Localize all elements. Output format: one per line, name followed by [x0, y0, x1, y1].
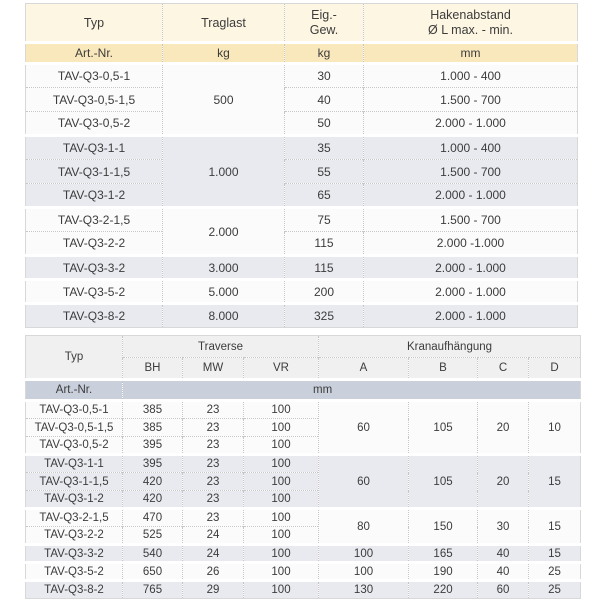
cell-eigengewicht: 40 — [285, 88, 364, 112]
spec-row — [26, 304, 578, 328]
cell-eigengewicht: 325 — [285, 304, 364, 328]
cell-d: 25 — [529, 563, 581, 581]
cell-d: 25 — [529, 581, 581, 599]
dim-row — [26, 581, 581, 599]
header-hakenabstand-line1: Hakenabstand — [430, 7, 511, 22]
cell-hakenabstand: 2.000 - 1.000 — [364, 184, 578, 208]
cell-vr: 100 — [244, 509, 319, 527]
header-kranaufhaengung-group: Kranaufhängung — [319, 336, 581, 358]
cell-typ: TAV-Q3-2-2 — [26, 232, 163, 256]
cell-hakenabstand: 2.000 - 1.000 — [364, 112, 578, 136]
cell-typ: TAV-Q3-1-1 — [26, 136, 163, 160]
unit-haken-mm: mm — [364, 43, 578, 64]
cell-typ: TAV-Q3-0,5-1 — [26, 64, 163, 88]
cell-d: 15 — [529, 455, 581, 509]
cell-c: 20 — [478, 401, 529, 455]
cell-hakenabstand: 1.500 - 700 — [364, 88, 578, 112]
cell-typ: TAV-Q3-8-2 — [26, 304, 163, 328]
cell-eigengewicht: 50 — [285, 112, 364, 136]
cell-hakenabstand: 1.000 - 400 — [364, 64, 578, 88]
header-vr: VR — [244, 358, 319, 380]
cell-mw: 24 — [183, 527, 244, 545]
cell-typ: TAV-Q3-5-2 — [26, 563, 123, 581]
header-b: B — [409, 358, 478, 380]
cell-bh: 385 — [123, 401, 183, 419]
cell-hakenabstand: 2.000 - 1.000 — [364, 256, 578, 280]
dimensions-table — [25, 335, 581, 599]
cell-eigengewicht: 55 — [285, 160, 364, 184]
cell-mw: 29 — [183, 581, 244, 599]
cell-vr: 100 — [244, 473, 319, 491]
spec-row — [26, 232, 578, 256]
cell-bh: 385 — [123, 419, 183, 437]
header-bh: BH — [123, 358, 183, 380]
header-eigengewicht-line1: Eig.- — [311, 7, 337, 22]
spec-row — [26, 160, 578, 184]
cell-mw: 23 — [183, 491, 244, 509]
cell-mw: 23 — [183, 401, 244, 419]
cell-eigengewicht: 65 — [285, 184, 364, 208]
header-eigengewicht-line2: Gew. — [309, 22, 339, 37]
cell-mw: 24 — [183, 545, 244, 563]
cell-c: 30 — [478, 509, 529, 545]
cell-mw: 23 — [183, 473, 244, 491]
header-traglast: Traglast — [163, 4, 285, 43]
cell-typ: TAV-Q3-1-1 — [26, 455, 123, 473]
unit-traglast-kg: kg — [163, 43, 285, 64]
cell-typ: TAV-Q3-2-2 — [26, 527, 123, 545]
cell-hakenabstand: 1.500 - 700 — [364, 208, 578, 232]
cell-typ: TAV-Q3-8-2 — [26, 581, 123, 599]
cell-mw: 23 — [183, 419, 244, 437]
cell-traglast: 8.000 — [163, 304, 285, 328]
header-eigengewicht — [285, 4, 364, 43]
cell-typ: TAV-Q3-3-2 — [26, 256, 163, 280]
cell-bh: 540 — [123, 545, 183, 563]
cell-a: 100 — [319, 563, 409, 581]
cell-vr: 100 — [244, 581, 319, 599]
cell-hakenabstand: 2.000 - 1.000 — [364, 304, 578, 328]
header-hakenabstand — [364, 4, 578, 43]
unit-gew-kg: kg — [285, 43, 364, 64]
cell-typ: TAV-Q3-2-1,5 — [26, 509, 123, 527]
cell-bh: 420 — [123, 473, 183, 491]
cell-d: 15 — [529, 545, 581, 563]
cell-b: 165 — [409, 545, 478, 563]
cell-a: 60 — [319, 401, 409, 455]
cell-eigengewicht: 35 — [285, 136, 364, 160]
unit-artnr: Art.-Nr. — [26, 380, 123, 401]
cell-b: 105 — [409, 455, 478, 509]
cell-vr: 100 — [244, 527, 319, 545]
cell-mw: 23 — [183, 437, 244, 455]
load-spec-table — [25, 3, 578, 328]
spec-row — [26, 136, 578, 160]
header-hakenabstand-line2: Ø L max. - min. — [428, 22, 513, 37]
cell-typ: TAV-Q3-5-2 — [26, 280, 163, 304]
spec-units-row — [26, 43, 578, 64]
cell-vr: 100 — [244, 401, 319, 419]
cell-bh: 765 — [123, 581, 183, 599]
cell-hakenabstand: 2.000 -1.000 — [364, 232, 578, 256]
cell-bh: 525 — [123, 527, 183, 545]
cell-d: 15 — [529, 509, 581, 545]
cell-vr: 100 — [244, 545, 319, 563]
spec-row — [26, 112, 578, 136]
cell-bh: 395 — [123, 437, 183, 455]
cell-hakenabstand: 2.000 - 1.000 — [364, 280, 578, 304]
cell-a: 80 — [319, 509, 409, 545]
cell-b: 105 — [409, 401, 478, 455]
cell-typ: TAV-Q3-0,5-1 — [26, 401, 123, 419]
cell-eigengewicht: 115 — [285, 256, 364, 280]
dim-row — [26, 563, 581, 581]
cell-typ: TAV-Q3-1-2 — [26, 184, 163, 208]
cell-bh: 470 — [123, 509, 183, 527]
cell-traglast: 5.000 — [163, 280, 285, 304]
cell-eigengewicht: 115 — [285, 232, 364, 256]
spec-row — [26, 280, 578, 304]
cell-traglast: 2.000 — [163, 208, 285, 256]
spec-row — [26, 208, 578, 232]
cell-c: 60 — [478, 581, 529, 599]
cell-typ: TAV-Q3-1-1,5 — [26, 160, 163, 184]
cell-typ: TAV-Q3-2-1,5 — [26, 208, 163, 232]
cell-d: 10 — [529, 401, 581, 455]
cell-typ: TAV-Q3-0,5-2 — [26, 112, 163, 136]
cell-traglast: 1.000 — [163, 136, 285, 208]
header-traverse-group: Traverse — [123, 336, 319, 358]
cell-eigengewicht: 200 — [285, 280, 364, 304]
cell-b: 220 — [409, 581, 478, 599]
cell-mw: 23 — [183, 509, 244, 527]
cell-typ: TAV-Q3-0,5-2 — [26, 437, 123, 455]
spec-row — [26, 184, 578, 208]
cell-vr: 100 — [244, 455, 319, 473]
unit-artnr: Art.-Nr. — [26, 43, 163, 64]
cell-a: 60 — [319, 455, 409, 509]
cell-traglast: 500 — [163, 64, 285, 136]
header-typ: Typ — [26, 4, 163, 43]
dim-row — [26, 509, 581, 527]
dim-row — [26, 401, 581, 419]
cell-bh: 650 — [123, 563, 183, 581]
cell-b: 150 — [409, 509, 478, 545]
cell-c: 20 — [478, 455, 529, 509]
cell-hakenabstand: 1.500 - 700 — [364, 160, 578, 184]
dim-header-group-row — [26, 336, 581, 358]
cell-typ: TAV-Q3-0,5-1,5 — [26, 88, 163, 112]
cell-mw: 26 — [183, 563, 244, 581]
dim-row — [26, 545, 581, 563]
cell-typ: TAV-Q3-1-2 — [26, 491, 123, 509]
cell-bh: 395 — [123, 455, 183, 473]
cell-typ: TAV-Q3-1-1,5 — [26, 473, 123, 491]
header-d: D — [529, 358, 581, 380]
cell-c: 40 — [478, 563, 529, 581]
cell-bh: 420 — [123, 491, 183, 509]
cell-eigengewicht: 30 — [285, 64, 364, 88]
cell-vr: 100 — [244, 491, 319, 509]
cell-c: 40 — [478, 545, 529, 563]
spec-row — [26, 64, 578, 88]
cell-vr: 100 — [244, 563, 319, 581]
unit-mm: mm — [123, 380, 581, 401]
cell-vr: 100 — [244, 419, 319, 437]
cell-hakenabstand: 1.000 - 400 — [364, 136, 578, 160]
spec-row — [26, 88, 578, 112]
cell-b: 190 — [409, 563, 478, 581]
cell-a: 130 — [319, 581, 409, 599]
cell-a: 100 — [319, 545, 409, 563]
header-mw: MW — [183, 358, 244, 380]
header-typ: Typ — [26, 336, 123, 380]
cell-typ: TAV-Q3-0,5-1,5 — [26, 419, 123, 437]
cell-mw: 23 — [183, 455, 244, 473]
dim-units-row — [26, 380, 581, 401]
dim-row — [26, 455, 581, 473]
cell-eigengewicht: 75 — [285, 208, 364, 232]
header-c: C — [478, 358, 529, 380]
spec-header-row — [26, 4, 578, 43]
cell-typ: TAV-Q3-3-2 — [26, 545, 123, 563]
cell-vr: 100 — [244, 437, 319, 455]
cell-traglast: 3.000 — [163, 256, 285, 280]
header-a: A — [319, 358, 409, 380]
spec-row — [26, 256, 578, 280]
